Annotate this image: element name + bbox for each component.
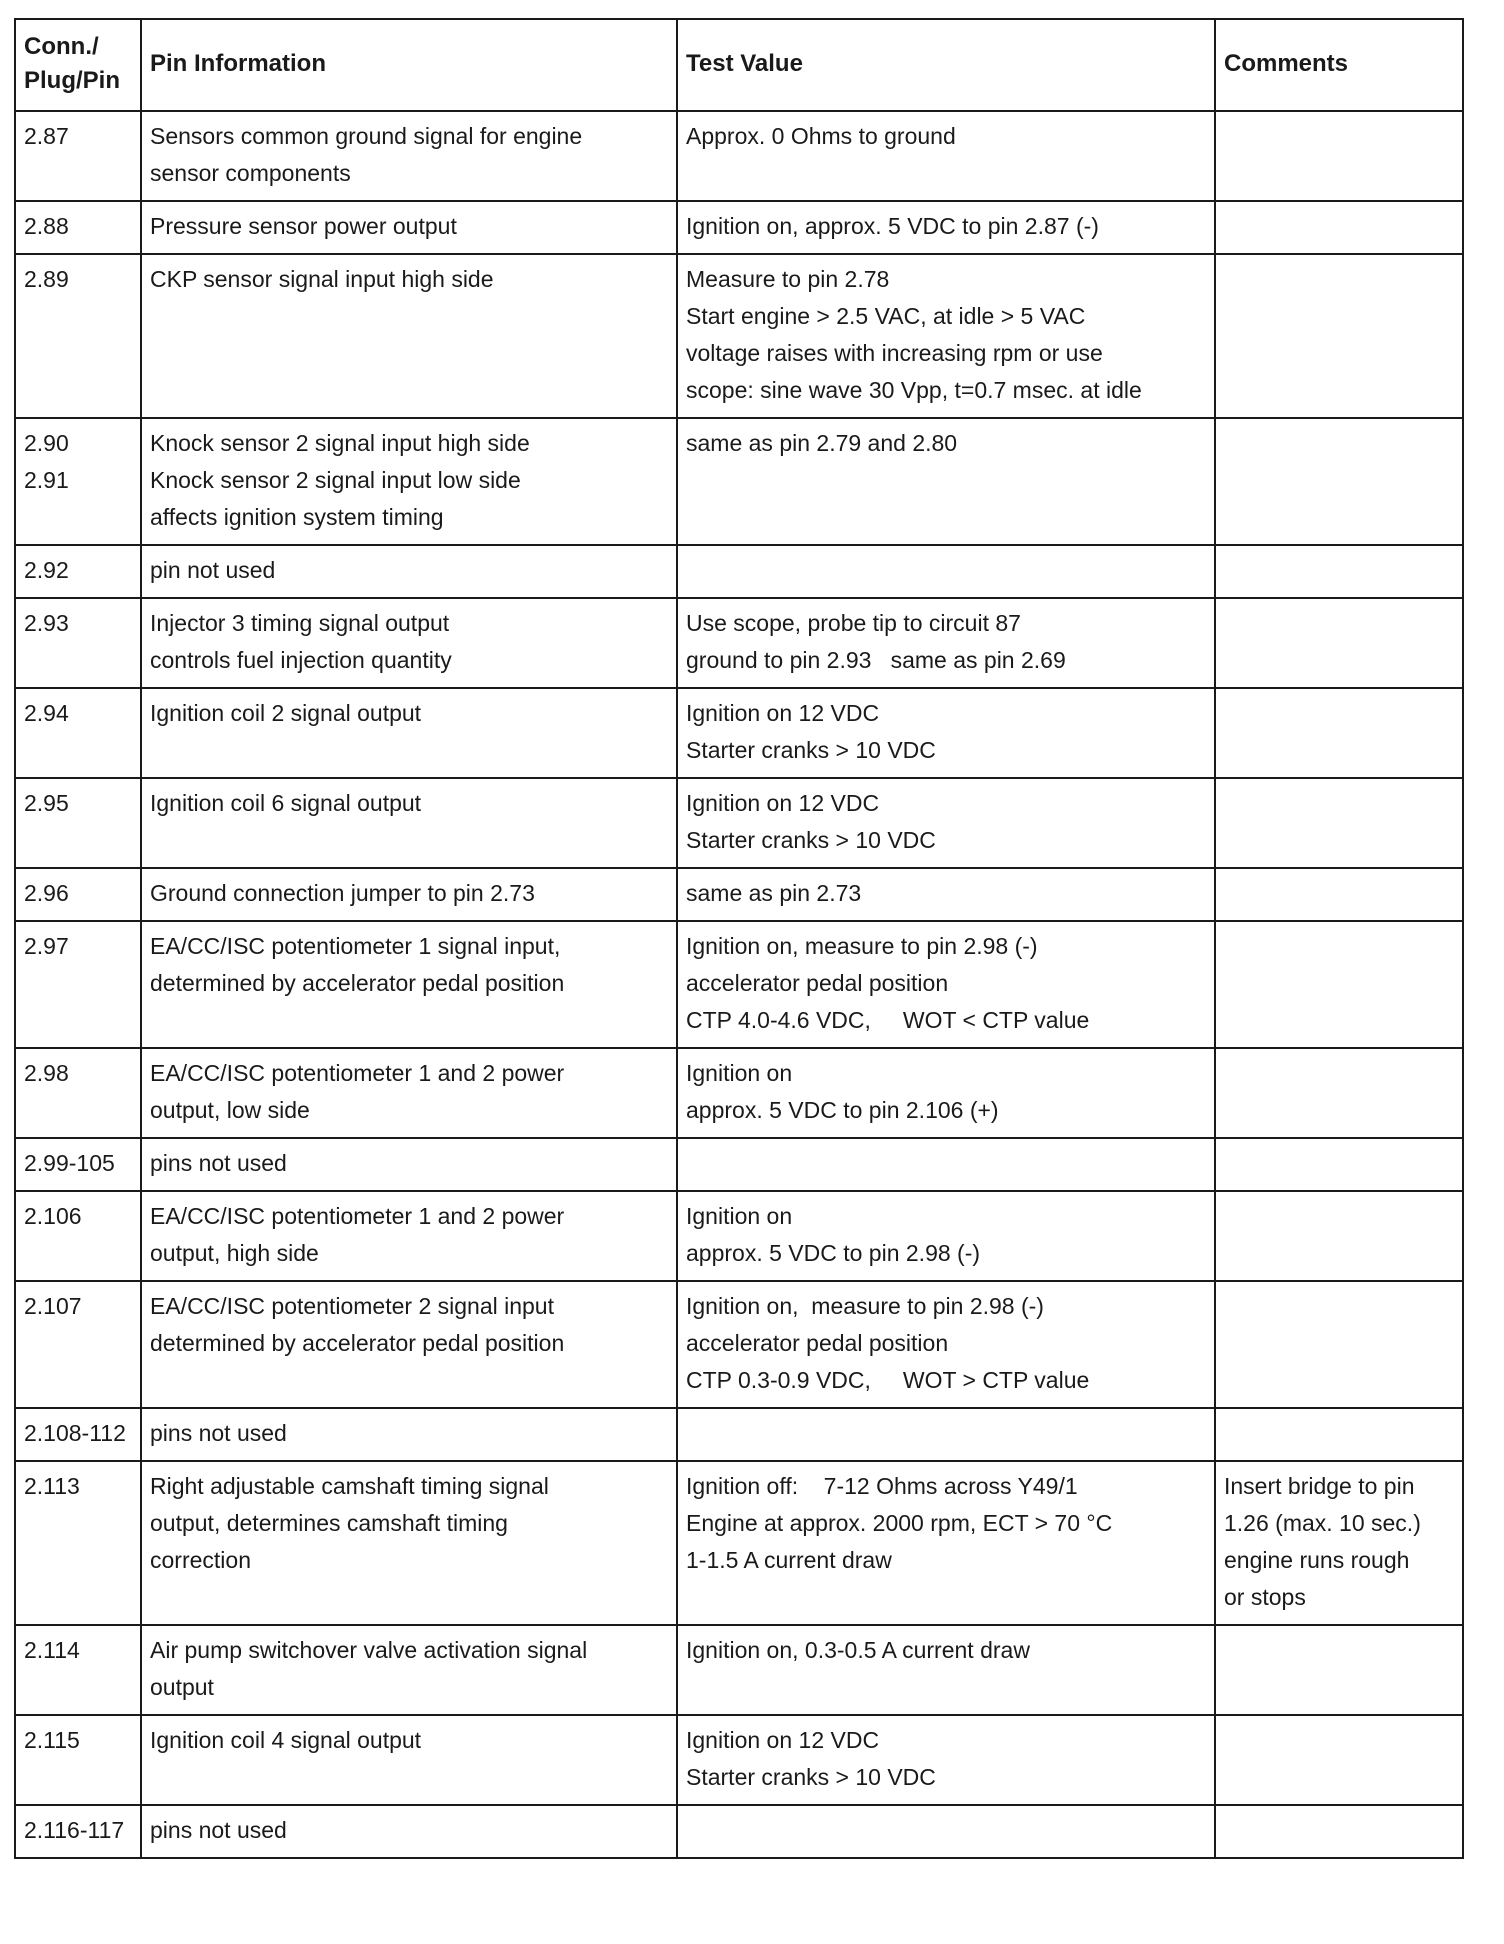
cell-pin-information [141, 545, 677, 598]
cell-pin-information [141, 418, 677, 545]
cell-test-value-line: Ignition on, measure to pin 2.98 (-) [686, 933, 1038, 959]
header-pin-information: Pin Information [141, 19, 677, 111]
cell-comments [1215, 254, 1463, 418]
cell-comments-line: or stops [1224, 1584, 1306, 1610]
cell-test-value [677, 1281, 1215, 1408]
cell-comments [1215, 1625, 1463, 1715]
cell-pin-information [141, 254, 677, 418]
cell-pin-information-line: Sensors common ground signal for engine [150, 123, 583, 149]
cell-pin-information-line: output, low side [150, 1097, 310, 1123]
cell-test-value-line: Starter cranks > 10 VDC [686, 737, 936, 763]
cell-pin [15, 1715, 141, 1805]
cell-pin-information-line: Knock sensor 2 signal input low side [150, 467, 521, 493]
cell-pin [15, 921, 141, 1048]
table-row [15, 418, 1463, 545]
cell-comments [1215, 1138, 1463, 1191]
cell-pin-information-line: pins not used [150, 1150, 287, 1176]
table-row [15, 778, 1463, 868]
cell-pin-information-line: Air pump switchover valve activation signal [150, 1637, 588, 1663]
cell-pin-information-line: Pressure sensor power output [150, 213, 457, 239]
cell-pin [15, 201, 141, 254]
cell-pin-line: 2.113 [24, 1473, 80, 1499]
cell-pin [15, 1625, 141, 1715]
cell-pin [15, 598, 141, 688]
cell-test-value [677, 1715, 1215, 1805]
cell-pin [15, 1138, 141, 1191]
cell-pin [15, 1805, 141, 1858]
cell-pin-information-line: pin not used [150, 557, 276, 583]
cell-test-value [677, 778, 1215, 868]
cell-test-value-line: Starter cranks > 10 VDC [686, 1764, 936, 1790]
table-row [15, 1138, 1463, 1191]
cell-test-value-line: Use scope, probe tip to circuit 87 [686, 610, 1021, 636]
cell-pin-information [141, 111, 677, 201]
cell-pin-information [141, 1048, 677, 1138]
cell-test-value-line: Start engine > 2.5 VAC, at idle > 5 VAC [686, 303, 1086, 329]
cell-test-value-line: ground to pin 2.93 same as pin 2.69 [686, 647, 1066, 673]
cell-comments [1215, 418, 1463, 545]
cell-pin [15, 1281, 141, 1408]
table-row [15, 1715, 1463, 1805]
cell-pin [15, 545, 141, 598]
cell-test-value-line: Ignition on, measure to pin 2.98 (-) [686, 1293, 1044, 1319]
cell-pin-information [141, 1625, 677, 1715]
cell-comments [1215, 688, 1463, 778]
cell-comments-line: Insert bridge to pin [1224, 1473, 1415, 1499]
cell-comments [1215, 1461, 1463, 1625]
cell-test-value [677, 688, 1215, 778]
cell-test-value [677, 868, 1215, 921]
table-row [15, 1805, 1463, 1858]
cell-test-value [677, 921, 1215, 1048]
header-test-value: Test Value [677, 19, 1215, 111]
cell-test-value [677, 1625, 1215, 1715]
pin-table-sheet [14, 18, 1462, 1859]
table-row [15, 201, 1463, 254]
cell-pin-information [141, 688, 677, 778]
cell-pin [15, 688, 141, 778]
cell-test-value [677, 201, 1215, 254]
cell-pin-information [141, 868, 677, 921]
cell-pin-information-line: Ignition coil 6 signal output [150, 790, 422, 816]
cell-test-value [677, 254, 1215, 418]
cell-pin-information [141, 778, 677, 868]
cell-test-value-line: CTP 0.3-0.9 VDC, WOT > CTP value [686, 1367, 1090, 1393]
table-row [15, 1191, 1463, 1281]
cell-pin-line: 2.116-117 [24, 1817, 125, 1843]
cell-pin [15, 1048, 141, 1138]
cell-test-value-line: voltage raises with increasing rpm or use [686, 340, 1103, 366]
cell-comments [1215, 598, 1463, 688]
cell-comments [1215, 868, 1463, 921]
table-row [15, 921, 1463, 1048]
cell-pin-information-line: Ignition coil 4 signal output [150, 1727, 422, 1753]
table-row [15, 688, 1463, 778]
cell-comments [1215, 778, 1463, 868]
cell-pin-information-line: CKP sensor signal input high side [150, 266, 494, 292]
cell-comments [1215, 1048, 1463, 1138]
cell-test-value-line: Ignition on 12 VDC [686, 1727, 880, 1753]
cell-pin-information-line: pins not used [150, 1817, 287, 1843]
cell-comments-line: 1.26 (max. 10 sec.) [1224, 1510, 1421, 1536]
header-conn-line1: Conn./ [24, 33, 99, 60]
cell-pin-line: 2.97 [24, 933, 69, 959]
cell-pin-information-line: Knock sensor 2 signal input high side [150, 430, 530, 456]
cell-pin-line: 2.87 [24, 123, 69, 149]
cell-pin-line: 2.95 [24, 790, 69, 816]
cell-pin-information-line: Injector 3 timing signal output [150, 610, 450, 636]
cell-comments [1215, 1805, 1463, 1858]
cell-pin-information-line: output [150, 1674, 214, 1700]
cell-pin-information-line: pins not used [150, 1420, 287, 1446]
cell-pin-information-line: Ground connection jumper to pin 2.73 [150, 880, 535, 906]
cell-pin-information-line: sensor components [150, 160, 351, 186]
cell-comments [1215, 111, 1463, 201]
cell-test-value [677, 1805, 1215, 1858]
header-comments: Comments [1215, 19, 1463, 111]
cell-test-value-line: Starter cranks > 10 VDC [686, 827, 936, 853]
cell-pin-information-line: output, determines camshaft timing [150, 1510, 508, 1536]
table-row [15, 254, 1463, 418]
cell-pin-information-line: Ignition coil 2 signal output [150, 700, 422, 726]
cell-test-value [677, 1408, 1215, 1461]
cell-pin-line: 2.89 [24, 266, 69, 292]
cell-pin-line: 2.92 [24, 557, 69, 583]
table-row [15, 1408, 1463, 1461]
cell-comments [1215, 201, 1463, 254]
cell-test-value-line: 1-1.5 A current draw [686, 1547, 892, 1573]
cell-test-value [677, 545, 1215, 598]
cell-pin-information [141, 598, 677, 688]
cell-pin [15, 1408, 141, 1461]
cell-pin-information [141, 1138, 677, 1191]
cell-pin-line: 2.106 [24, 1203, 82, 1229]
cell-test-value-line: Approx. 0 Ohms to ground [686, 123, 956, 149]
cell-test-value-line: scope: sine wave 30 Vpp, t=0.7 msec. at idle [686, 377, 1142, 403]
cell-pin-information-line: EA/CC/ISC potentiometer 2 signal input [150, 1293, 554, 1319]
cell-pin-information [141, 1281, 677, 1408]
cell-test-value [677, 418, 1215, 545]
cell-test-value-line: Engine at approx. 2000 rpm, ECT > 70 °C [686, 1510, 1113, 1536]
cell-pin [15, 418, 141, 545]
pin-test-table [14, 18, 1464, 1859]
cell-pin-line: 2.108-112 [24, 1420, 126, 1446]
cell-pin [15, 111, 141, 201]
cell-pin-line: 2.96 [24, 880, 69, 906]
cell-test-value-line: CTP 4.0-4.6 VDC, WOT < CTP value [686, 1007, 1090, 1033]
cell-pin-information-line: determined by accelerator pedal position [150, 970, 565, 996]
cell-pin-information [141, 201, 677, 254]
cell-test-value [677, 598, 1215, 688]
cell-comments [1215, 1408, 1463, 1461]
table-row [15, 598, 1463, 688]
cell-comments [1215, 1281, 1463, 1408]
cell-test-value-line: approx. 5 VDC to pin 2.98 (-) [686, 1240, 981, 1266]
cell-pin-line: 2.115 [24, 1727, 80, 1753]
cell-pin-information-line: Right adjustable camshaft timing signal [150, 1473, 549, 1499]
cell-test-value-line: same as pin 2.73 [686, 880, 862, 906]
cell-pin-line: 2.94 [24, 700, 69, 726]
cell-pin [15, 868, 141, 921]
cell-test-value [677, 1191, 1215, 1281]
cell-pin-information [141, 1805, 677, 1858]
cell-pin-information [141, 1715, 677, 1805]
cell-comments [1215, 545, 1463, 598]
cell-pin-information-line: EA/CC/ISC potentiometer 1 signal input, [150, 933, 561, 959]
cell-pin-line: 2.91 [24, 467, 69, 493]
cell-pin-line: 2.98 [24, 1060, 69, 1086]
table-row [15, 868, 1463, 921]
cell-pin-line: 2.93 [24, 610, 69, 636]
cell-test-value [677, 111, 1215, 201]
cell-pin-information [141, 1461, 677, 1625]
cell-test-value-line: Ignition off: 7-12 Ohms across Y49/1 [686, 1473, 1078, 1499]
cell-pin-line: 2.90 [24, 430, 69, 456]
cell-test-value-line: accelerator pedal position [686, 970, 949, 996]
table-body [15, 111, 1463, 1858]
header-conn-plug-pin [15, 19, 141, 111]
cell-pin [15, 778, 141, 868]
cell-test-value-line: Measure to pin 2.78 [686, 266, 890, 292]
cell-pin-information-line: output, high side [150, 1240, 319, 1266]
cell-test-value-line: same as pin 2.79 and 2.80 [686, 430, 958, 456]
cell-pin-line: 2.88 [24, 213, 69, 239]
cell-pin-line: 2.99-105 [24, 1150, 115, 1176]
cell-test-value [677, 1048, 1215, 1138]
cell-pin-information [141, 1408, 677, 1461]
cell-pin-line: 2.107 [24, 1293, 82, 1319]
cell-pin-information [141, 921, 677, 1048]
cell-pin-information-line: EA/CC/ISC potentiometer 1 and 2 power [150, 1203, 565, 1229]
cell-comments [1215, 921, 1463, 1048]
table-row [15, 1625, 1463, 1715]
cell-pin [15, 1191, 141, 1281]
table-row [15, 111, 1463, 201]
table-row [15, 545, 1463, 598]
table-row [15, 1048, 1463, 1138]
cell-pin-information-line: determined by accelerator pedal position [150, 1330, 565, 1356]
cell-test-value-line: Ignition on [686, 1060, 793, 1086]
cell-test-value-line: Ignition on, 0.3-0.5 A current draw [686, 1637, 1030, 1663]
header-conn-line2: Plug/Pin [24, 67, 120, 94]
cell-pin [15, 1461, 141, 1625]
cell-pin-information-line: controls fuel injection quantity [150, 647, 452, 673]
table-row [15, 1461, 1463, 1625]
table-header-row [15, 19, 1463, 111]
cell-pin-line: 2.114 [24, 1637, 80, 1663]
cell-comments-line: engine runs rough [1224, 1547, 1410, 1573]
cell-test-value-line: approx. 5 VDC to pin 2.106 (+) [686, 1097, 999, 1123]
cell-test-value-line: Ignition on 12 VDC [686, 790, 880, 816]
cell-test-value-line: Ignition on 12 VDC [686, 700, 880, 726]
cell-pin-information [141, 1191, 677, 1281]
cell-pin-information-line: correction [150, 1547, 251, 1573]
cell-comments [1215, 1191, 1463, 1281]
cell-test-value [677, 1138, 1215, 1191]
cell-comments [1215, 1715, 1463, 1805]
cell-test-value [677, 1461, 1215, 1625]
table-row [15, 1281, 1463, 1408]
cell-test-value-line: accelerator pedal position [686, 1330, 949, 1356]
cell-pin-information-line: affects ignition system timing [150, 504, 444, 530]
cell-pin [15, 254, 141, 418]
cell-pin-information-line: EA/CC/ISC potentiometer 1 and 2 power [150, 1060, 565, 1086]
cell-test-value-line: Ignition on [686, 1203, 793, 1229]
cell-test-value-line: Ignition on, approx. 5 VDC to pin 2.87 (-) [686, 213, 1099, 239]
